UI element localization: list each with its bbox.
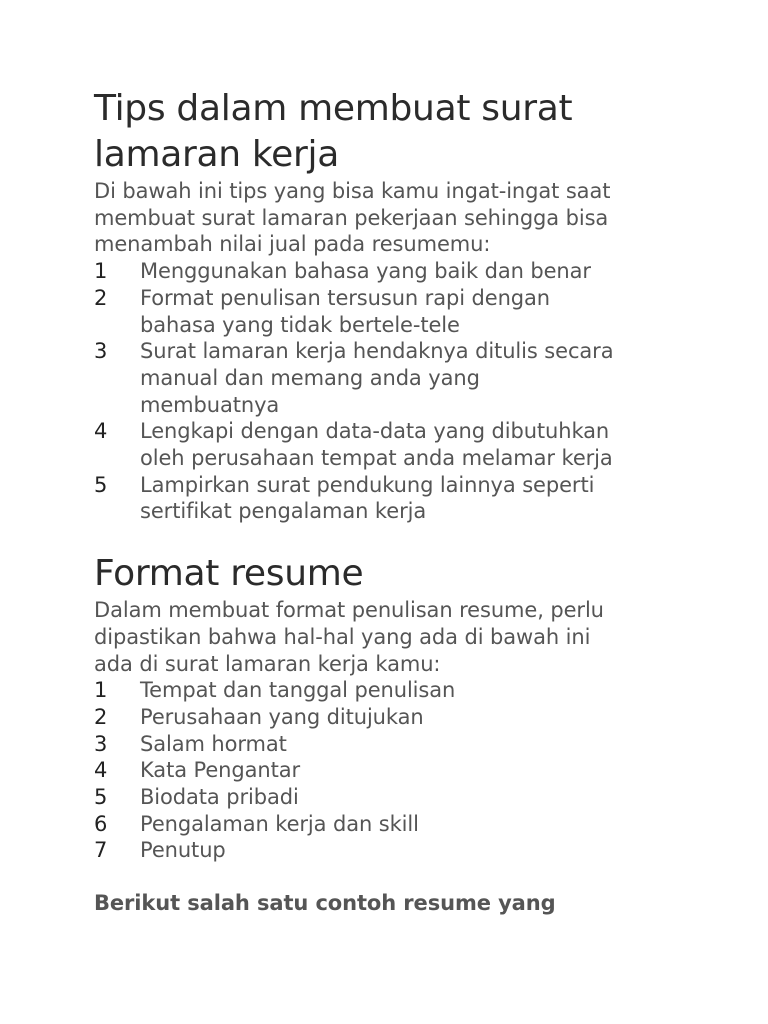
section-spacer [94, 525, 734, 551]
list-number: 5 [94, 472, 108, 497]
list-number: 3 [94, 731, 108, 756]
list-item [94, 258, 734, 285]
list-text: Biodata pribadi [140, 785, 299, 810]
list-item [94, 472, 734, 525]
tips-list [94, 258, 734, 525]
list-item [94, 731, 734, 758]
list-number: 2 [94, 704, 108, 729]
list-number: 4 [94, 758, 108, 783]
list-number: 1 [94, 259, 108, 284]
list-text: Surat lamaran kerja hendaknya ditulis secara manual dan memang anda yang membuatnya [140, 339, 614, 417]
document-page [94, 86, 734, 917]
list-number: 4 [94, 419, 108, 444]
list-number: 3 [94, 339, 108, 364]
list-number: 6 [94, 811, 108, 836]
list-item [94, 677, 734, 704]
format-list [94, 677, 734, 864]
list-item [94, 757, 734, 784]
list-item [94, 837, 734, 864]
list-item [94, 418, 734, 471]
list-item [94, 811, 734, 838]
list-text: Perusahaan yang ditujukan [140, 704, 424, 729]
list-number: 1 [94, 678, 108, 703]
list-text: Format penulisan tersusun rapi dengan bahasa yang tidak bertele-tele [140, 285, 550, 337]
format-intro: Dalam membuat format penulisan resume, perlu dipastikan bahwa hal-hal yang ada di bawah ini ada di surat lamaran kerja kamu: [94, 598, 604, 676]
section-spacer [94, 864, 734, 890]
footer-bold-text: Berikut salah satu contoh resume yang [94, 891, 556, 916]
list-text: Pengalaman kerja dan skill [140, 811, 419, 836]
list-text: Salam hormat [140, 731, 287, 756]
list-number: 5 [94, 785, 108, 810]
list-text: Kata Pengantar [140, 758, 301, 783]
section-title-format-resume: Format resume [94, 553, 364, 595]
section-title-tips: Tips dalam membuat surat lamaran kerja [94, 88, 573, 175]
list-text: Lengkapi dengan data-data yang dibutuhkan oleh perusahaan tempat anda melamar kerja [140, 419, 613, 471]
list-text: Menggunakan bahasa yang baik dan benar [140, 259, 591, 284]
list-text: Lampirkan surat pendukung lainnya seperti sertifikat pengalaman kerja [140, 472, 595, 524]
list-item [94, 784, 734, 811]
list-item [94, 704, 734, 731]
list-text: Penutup [140, 838, 226, 863]
list-text: Tempat dan tanggal penulisan [140, 678, 456, 703]
list-item [94, 338, 734, 418]
list-number: 2 [94, 285, 108, 310]
tips-intro: Di bawah ini tips yang bisa kamu ingat-ingat saat membuat surat lamaran pekerjaan sehingga bisa menambah nilai jual pada resumemu: [94, 179, 611, 257]
list-item [94, 285, 734, 338]
list-number: 7 [94, 838, 108, 863]
